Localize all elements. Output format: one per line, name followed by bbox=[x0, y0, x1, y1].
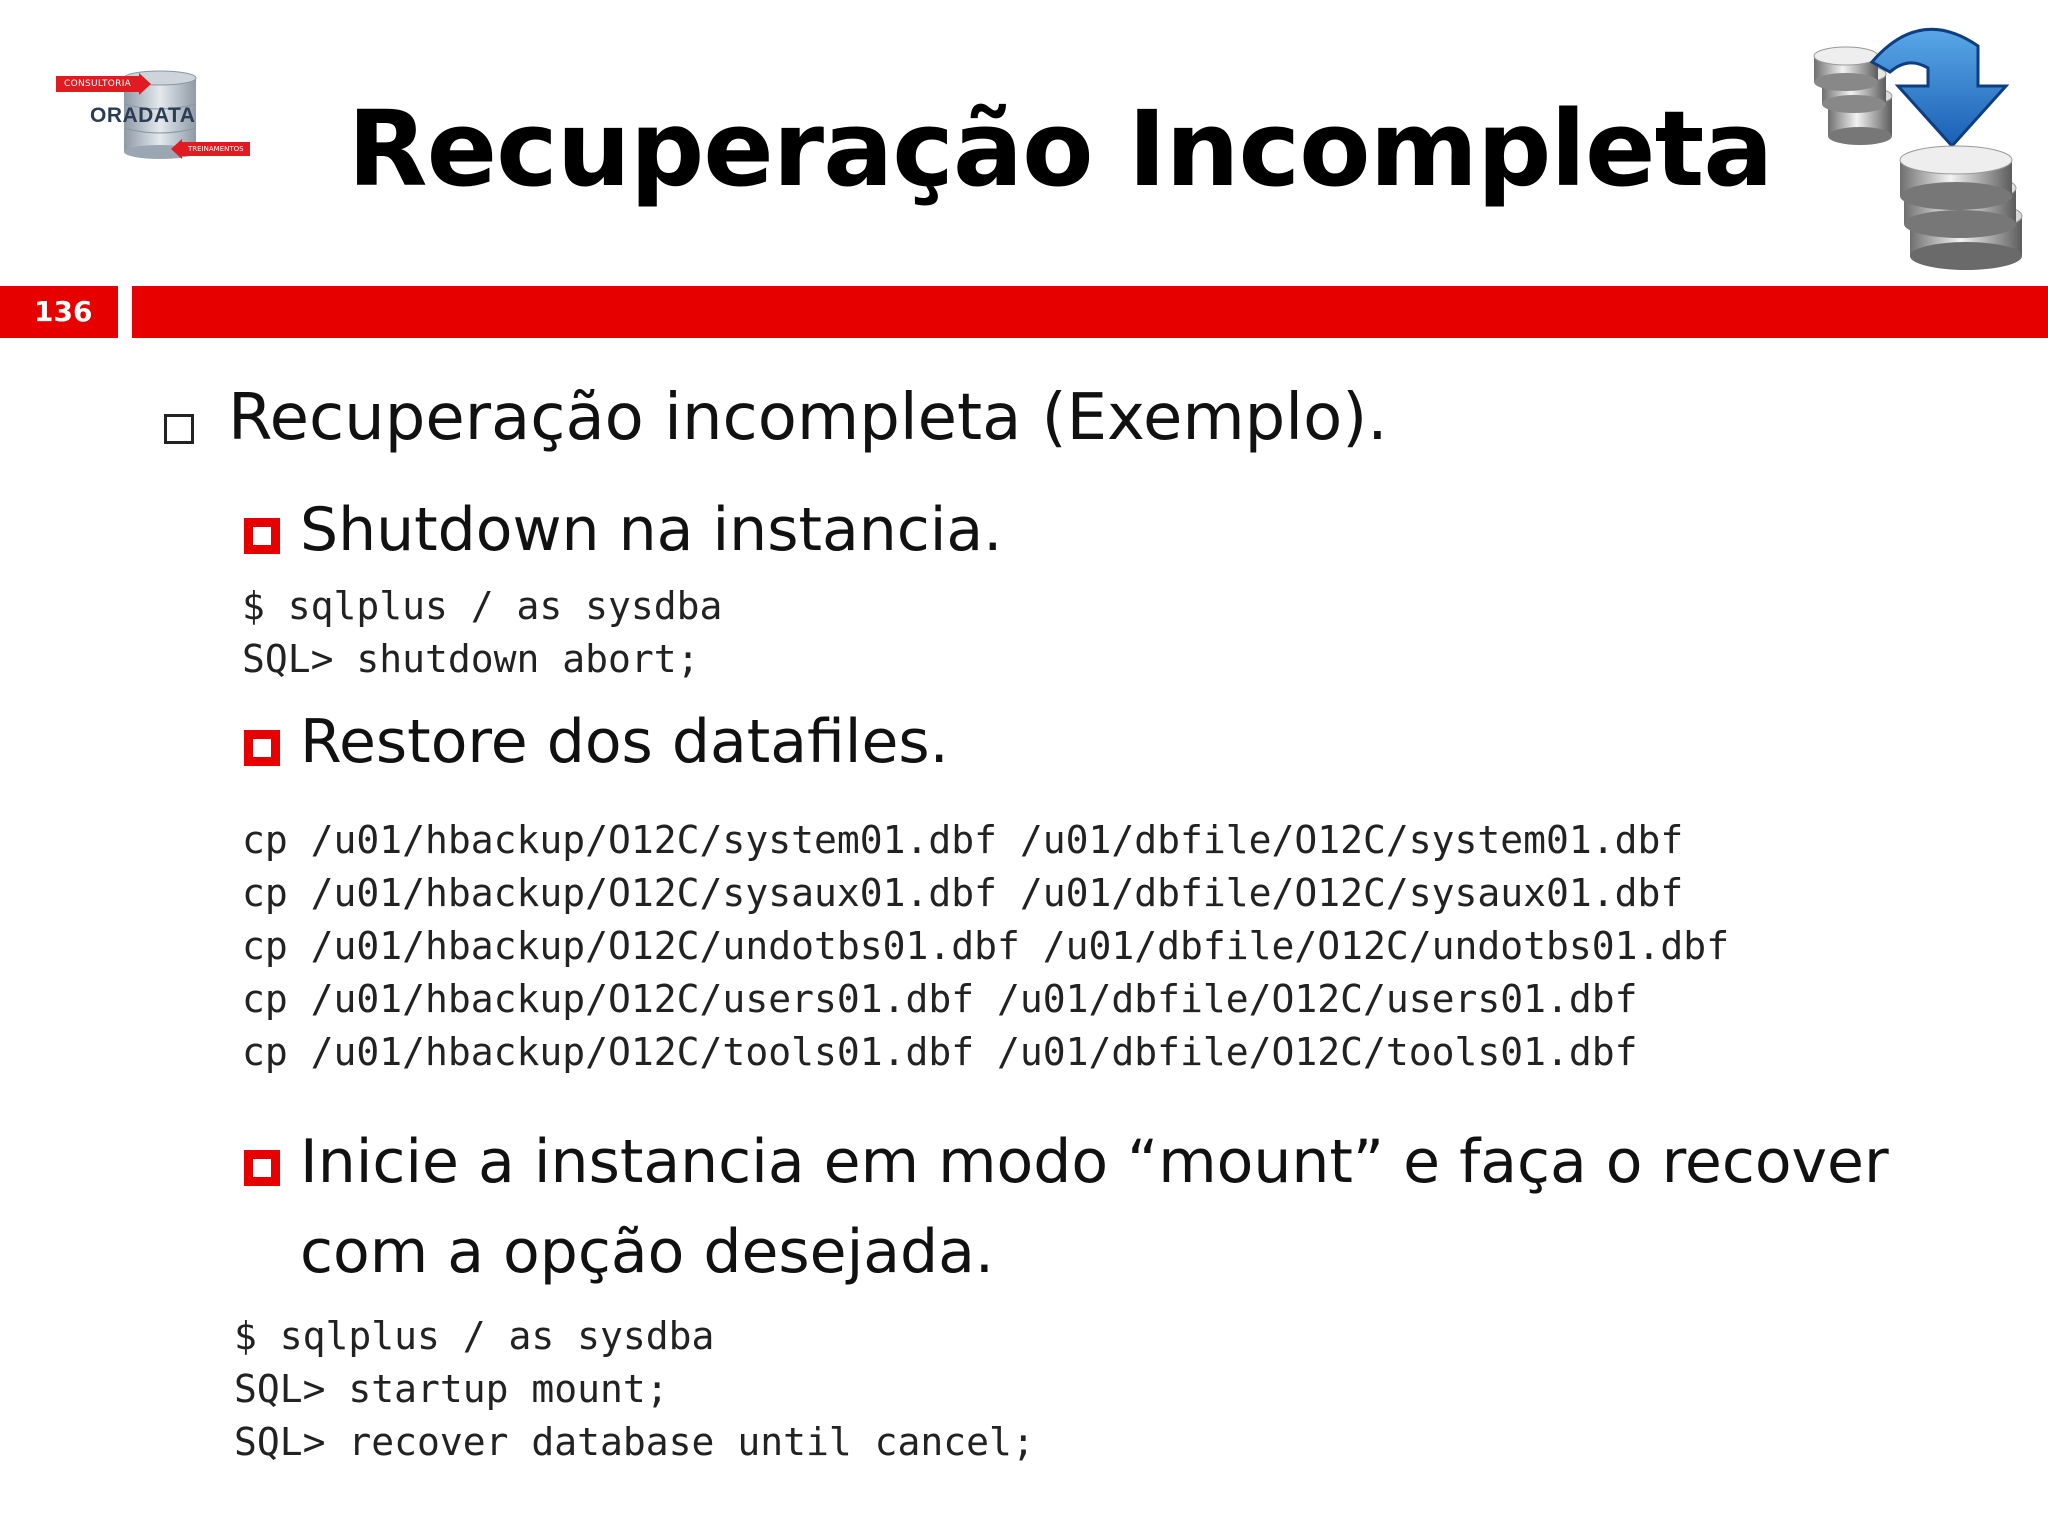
logo-bottom-tag: TREINAMENTOS bbox=[182, 142, 250, 156]
red-square-bullet-icon bbox=[244, 518, 280, 554]
code-line: cp /u01/hbackup/O12C/undotbs01.dbf /u01/dbfile/O12C/undotbs01.dbf bbox=[242, 924, 1730, 968]
code-line: SQL> shutdown abort; bbox=[242, 637, 700, 681]
logo-brand-text: ORADATA bbox=[90, 104, 196, 127]
step-label-shutdown: Shutdown na instancia. bbox=[300, 495, 1003, 565]
code-block-recover bbox=[234, 1310, 1035, 1469]
code-line: cp /u01/hbackup/O12C/tools01.dbf /u01/dbfile/O12C/tools01.dbf bbox=[242, 1030, 1638, 1074]
slide-title: Recuperação Incompleta bbox=[347, 88, 1773, 210]
code-line: SQL> startup mount; bbox=[234, 1367, 669, 1411]
code-block-shutdown bbox=[242, 580, 722, 686]
step-label-recover-line2: com a opção desejada. bbox=[300, 1217, 994, 1287]
code-line: cp /u01/hbackup/O12C/sysaux01.dbf /u01/dbfile/O12C/sysaux01.dbf bbox=[242, 871, 1684, 915]
content-heading: Recuperação incompleta (Exemplo). bbox=[228, 381, 1388, 455]
hollow-square-bullet-icon bbox=[164, 414, 194, 444]
step-label-restore: Restore dos datafiles. bbox=[300, 707, 949, 777]
code-block-restore bbox=[242, 814, 1729, 1079]
step-label-recover-line1: Inicie a instancia em modo “mount” e faça o recover bbox=[300, 1127, 1889, 1197]
header-divider-band bbox=[132, 286, 2048, 338]
slide-number: 136 bbox=[0, 286, 118, 338]
red-square-bullet-icon bbox=[244, 1150, 280, 1186]
red-square-bullet-icon bbox=[244, 730, 280, 766]
database-restore-icon bbox=[1810, 16, 2030, 274]
logo-top-tag: CONSULTORIA bbox=[56, 76, 139, 92]
code-line: cp /u01/hbackup/O12C/users01.dbf /u01/dbfile/O12C/users01.dbf bbox=[242, 977, 1638, 1021]
code-line: SQL> recover database until cancel; bbox=[234, 1420, 1035, 1464]
code-line: $ sqlplus / as sysdba bbox=[234, 1314, 715, 1358]
code-line: $ sqlplus / as sysdba bbox=[242, 584, 723, 628]
oradata-logo bbox=[52, 66, 267, 170]
code-line: cp /u01/hbackup/O12C/system01.dbf /u01/dbfile/O12C/system01.dbf bbox=[242, 818, 1684, 862]
